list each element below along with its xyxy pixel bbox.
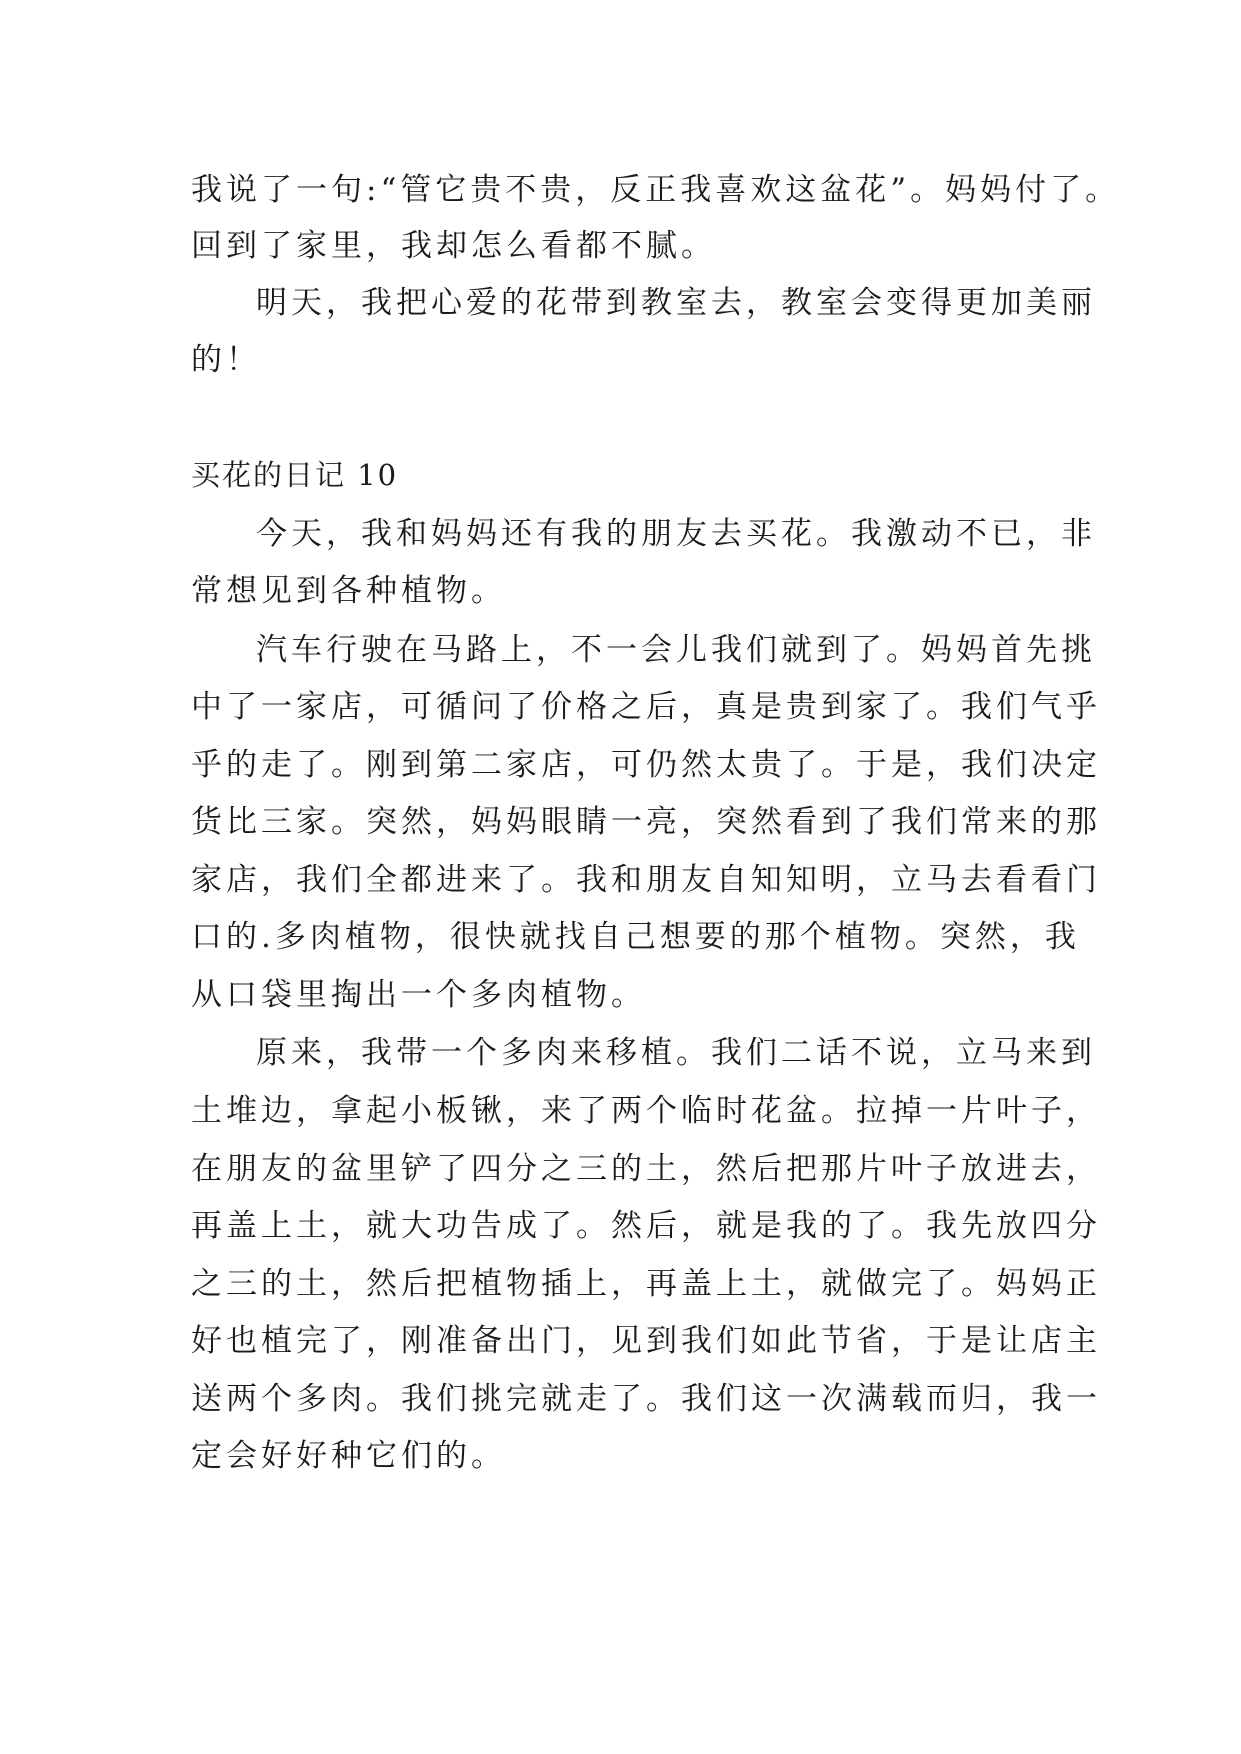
paragraph-line: 好也植完了，刚准备出门，见到我们如此节省，于是让店主: [191, 1323, 1101, 1359]
paragraph-line: 定会好好种它们的。: [191, 1438, 506, 1474]
paragraph-line: 常想见到各种植物。: [191, 573, 506, 609]
paragraph-line: 在朋友的盆里铲了四分之三的土，然后把那片叶子放进去，: [191, 1151, 1101, 1187]
paragraph-line: 明天，我把心爱的花带到教室去，教室会变得更加美丽: [256, 285, 1096, 321]
paragraph-line: 家店，我们全都进来了。我和朋友自知知明，立马去看看门: [191, 862, 1101, 898]
paragraph-line: 货比三家。突然，妈妈眼睛一亮，突然看到了我们常来的那: [191, 804, 1101, 840]
paragraph-line: 乎的走了。刚到第二家店，可仍然太贵了。于是，我们决定: [191, 747, 1101, 783]
paragraph-line: 口的.多肉植物，很快就找自己想要的那个植物。突然，我: [191, 919, 1080, 955]
paragraph-line: 的！: [191, 342, 261, 378]
paragraph-line: 送两个多肉。我们挑完就走了。我们这一次满载而归，我一: [191, 1381, 1101, 1417]
paragraph-line: 再盖上土，就大功告成了。然后，就是我的了。我先放四分: [191, 1208, 1101, 1244]
paragraph-line: 之三的土，然后把植物插上，再盖上土，就做完了。妈妈正: [191, 1266, 1101, 1302]
paragraph-line: 中了一家店，可循问了价格之后，真是贵到家了。我们气乎: [191, 689, 1101, 725]
section-heading: 买花的日记 10: [191, 458, 399, 492]
paragraph-line: 今天，我和妈妈还有我的朋友去买花。我激动不已，非: [256, 516, 1096, 552]
paragraph-line: 汽车行驶在马路上，不一会儿我们就到了。妈妈首先挑: [256, 632, 1096, 668]
paragraph-line: 从口袋里掏出一个多肉植物。: [191, 977, 646, 1013]
paragraph-line: 我说了一句:“管它贵不贵，反正我喜欢这盆花”。妈妈付了。: [191, 172, 1121, 208]
paragraph-line: 土堆边，拿起小板锹，来了两个临时花盆。拉掉一片叶子，: [191, 1093, 1101, 1129]
paragraph-line: 原来，我带一个多肉来移植。我们二话不说，立马来到: [256, 1035, 1096, 1071]
paragraph-line: 回到了家里，我却怎么看都不腻。: [191, 228, 716, 264]
